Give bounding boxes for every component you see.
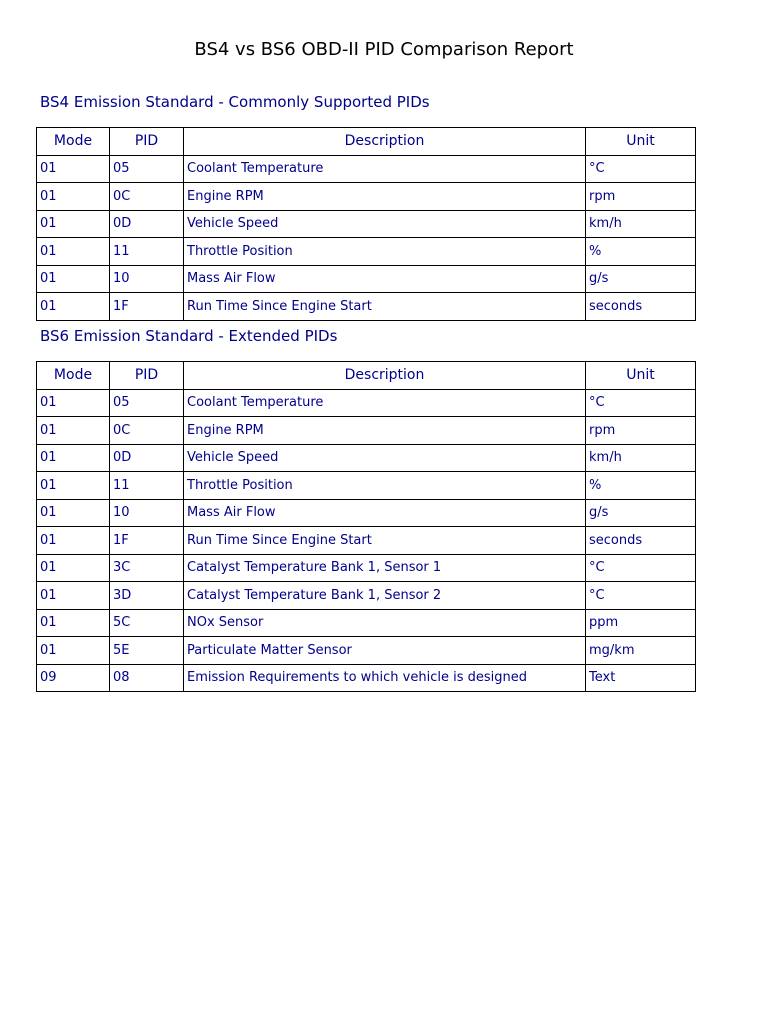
table-row	[37, 444, 696, 472]
unit-cell: g/s	[586, 499, 696, 527]
bs4-pid-table	[36, 127, 696, 321]
mode-cell: 01	[37, 637, 110, 665]
pid-cell: 0C	[110, 417, 184, 445]
bs6-pid-table	[36, 361, 696, 692]
unit-cell: km/h	[586, 444, 696, 472]
table-row	[37, 554, 696, 582]
bs4-table-body	[37, 155, 696, 320]
description-cell: Vehicle Speed	[184, 444, 586, 472]
description-cell: NOx Sensor	[184, 609, 586, 637]
description-cell: Throttle Position	[184, 238, 586, 266]
table-row	[37, 499, 696, 527]
table-row	[37, 609, 696, 637]
mode-cell: 01	[37, 554, 110, 582]
unit-cell: °C	[586, 554, 696, 582]
description-cell: Mass Air Flow	[184, 265, 586, 293]
description-cell: Emission Requirements to which vehicle is designed	[184, 664, 586, 692]
description-cell: Mass Air Flow	[184, 499, 586, 527]
unit-cell: °C	[586, 582, 696, 610]
pid-cell: 05	[110, 389, 184, 417]
pid-column-header: PID	[110, 128, 184, 156]
description-cell: Catalyst Temperature Bank 1, Sensor 1	[184, 554, 586, 582]
table-header-row	[37, 128, 696, 156]
table-row	[37, 637, 696, 665]
mode-cell: 01	[37, 472, 110, 500]
pid-cell: 5E	[110, 637, 184, 665]
unit-cell: seconds	[586, 527, 696, 555]
description-cell: Run Time Since Engine Start	[184, 293, 586, 321]
bs6-table-body	[37, 389, 696, 692]
description-column-header: Description	[184, 128, 586, 156]
mode-cell: 01	[37, 389, 110, 417]
table-row	[37, 582, 696, 610]
description-cell: Catalyst Temperature Bank 1, Sensor 2	[184, 582, 586, 610]
mode-cell: 01	[37, 609, 110, 637]
unit-cell: rpm	[586, 183, 696, 211]
pid-cell: 10	[110, 499, 184, 527]
mode-cell: 09	[37, 664, 110, 692]
pid-cell: 0D	[110, 210, 184, 238]
table-row	[37, 210, 696, 238]
mode-column-header: Mode	[37, 128, 110, 156]
report-title: BS4 vs BS6 OBD-II PID Comparison Report	[194, 39, 574, 60]
table-header-row	[37, 362, 696, 390]
table-row	[37, 238, 696, 266]
mode-cell: 01	[37, 265, 110, 293]
description-cell: Engine RPM	[184, 417, 586, 445]
pid-cell: 11	[110, 472, 184, 500]
description-cell: Throttle Position	[184, 472, 586, 500]
table-row	[37, 293, 696, 321]
mode-cell: 01	[37, 582, 110, 610]
table-row	[37, 389, 696, 417]
mode-cell: 01	[37, 499, 110, 527]
unit-cell: mg/km	[586, 637, 696, 665]
mode-cell: 01	[37, 417, 110, 445]
unit-cell: km/h	[586, 210, 696, 238]
unit-cell: g/s	[586, 265, 696, 293]
mode-cell: 01	[37, 210, 110, 238]
pid-cell: 11	[110, 238, 184, 266]
table-row	[37, 183, 696, 211]
unit-cell: Text	[586, 664, 696, 692]
pid-cell: 0C	[110, 183, 184, 211]
pid-column-header: PID	[110, 362, 184, 390]
table-row	[37, 664, 696, 692]
description-column-header: Description	[184, 362, 586, 390]
description-cell: Vehicle Speed	[184, 210, 586, 238]
pid-cell: 1F	[110, 293, 184, 321]
unit-cell: °C	[586, 155, 696, 183]
pid-cell: 3C	[110, 554, 184, 582]
mode-cell: 01	[37, 183, 110, 211]
table-row	[37, 472, 696, 500]
unit-cell: rpm	[586, 417, 696, 445]
pid-cell: 08	[110, 664, 184, 692]
unit-cell: %	[586, 472, 696, 500]
description-cell: Engine RPM	[184, 183, 586, 211]
mode-cell: 01	[37, 527, 110, 555]
bs6-section-heading: BS6 Emission Standard - Extended PIDs	[40, 327, 338, 345]
mode-cell: 01	[37, 444, 110, 472]
mode-cell: 01	[37, 155, 110, 183]
bs4-section-heading: BS4 Emission Standard - Commonly Supported PIDs	[40, 93, 430, 111]
unit-cell: °C	[586, 389, 696, 417]
mode-cell: 01	[37, 293, 110, 321]
table-row	[37, 527, 696, 555]
pid-cell: 5C	[110, 609, 184, 637]
unit-cell: seconds	[586, 293, 696, 321]
description-cell: Run Time Since Engine Start	[184, 527, 586, 555]
pid-cell: 3D	[110, 582, 184, 610]
table-row	[37, 155, 696, 183]
description-cell: Coolant Temperature	[184, 155, 586, 183]
pid-cell: 05	[110, 155, 184, 183]
description-cell: Coolant Temperature	[184, 389, 586, 417]
unit-cell: ppm	[586, 609, 696, 637]
unit-column-header: Unit	[586, 362, 696, 390]
pid-cell: 0D	[110, 444, 184, 472]
table-row	[37, 265, 696, 293]
mode-column-header: Mode	[37, 362, 110, 390]
unit-column-header: Unit	[586, 128, 696, 156]
table-row	[37, 417, 696, 445]
mode-cell: 01	[37, 238, 110, 266]
unit-cell: %	[586, 238, 696, 266]
pid-cell: 10	[110, 265, 184, 293]
pid-cell: 1F	[110, 527, 184, 555]
description-cell: Particulate Matter Sensor	[184, 637, 586, 665]
